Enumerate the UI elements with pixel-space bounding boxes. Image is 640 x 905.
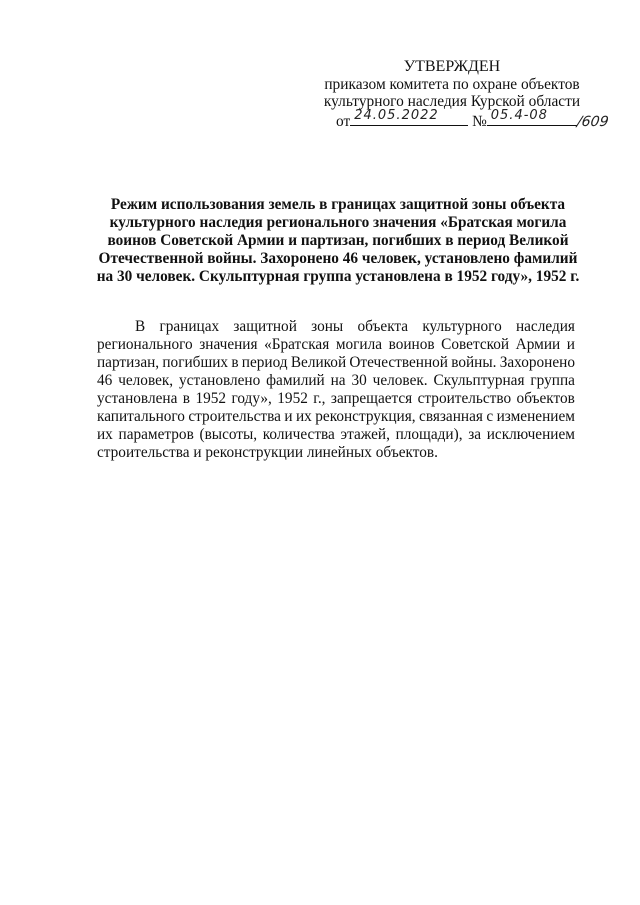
title-line: воинов Советской Армии и партизан, погибших в период Великой	[107, 232, 569, 249]
body-line: капитального строительства и их реконструкция, связанная с изменением	[97, 408, 575, 425]
date-underline	[350, 108, 468, 126]
body-line: 46 человек, установлено фамилий на 30 человек. Скульптурная группа	[97, 372, 575, 389]
approval-stamp: УТВЕРЖДЕН	[403, 58, 501, 75]
title-line: на 30 человек. Скульптурная группа установлена в 1952 году», 1952 г.	[96, 268, 580, 285]
number-prefix: №	[472, 113, 487, 130]
body-line: В границах защитной зоны объекта культурного наследия	[135, 318, 575, 335]
title-line: культурного наследия регионального значения «Братская могила	[109, 214, 567, 231]
date-prefix: от	[336, 113, 351, 130]
body-paragraph	[97, 318, 575, 462]
body-line: регионального значения «Братская могила воинов Советской Армии и	[97, 336, 575, 353]
handwritten-date: 24.05.2022	[354, 108, 439, 123]
body-line: их параметров (высоты, количества этажей, площади), за исключением	[97, 426, 575, 443]
body-line: строительства и реконструкции линейных объектов.	[97, 444, 438, 461]
title-line: Режим использования земель в границах защитной зоны объекта	[110, 196, 566, 213]
approval-line-1: приказом комитета по охране объектов	[324, 75, 580, 93]
body-line: установлена в 1952 году», 1952 г., запрещается строительство объектов	[97, 390, 575, 407]
handwritten-number: 05.4-08	[490, 108, 548, 123]
approval-line-2: культурного наследия Курской области	[323, 93, 581, 110]
number-underline	[487, 108, 577, 126]
order-reference	[336, 108, 626, 131]
body-line: партизан, погибших в период Великой Отечественной войны. Захоронено	[97, 354, 575, 371]
approval-block	[318, 58, 586, 111]
document-title	[95, 196, 581, 286]
title-line: Отечественной войны. Захоронено 46 человек, установлено фамилий	[98, 250, 578, 267]
handwritten-number-suffix: /609	[575, 114, 610, 130]
